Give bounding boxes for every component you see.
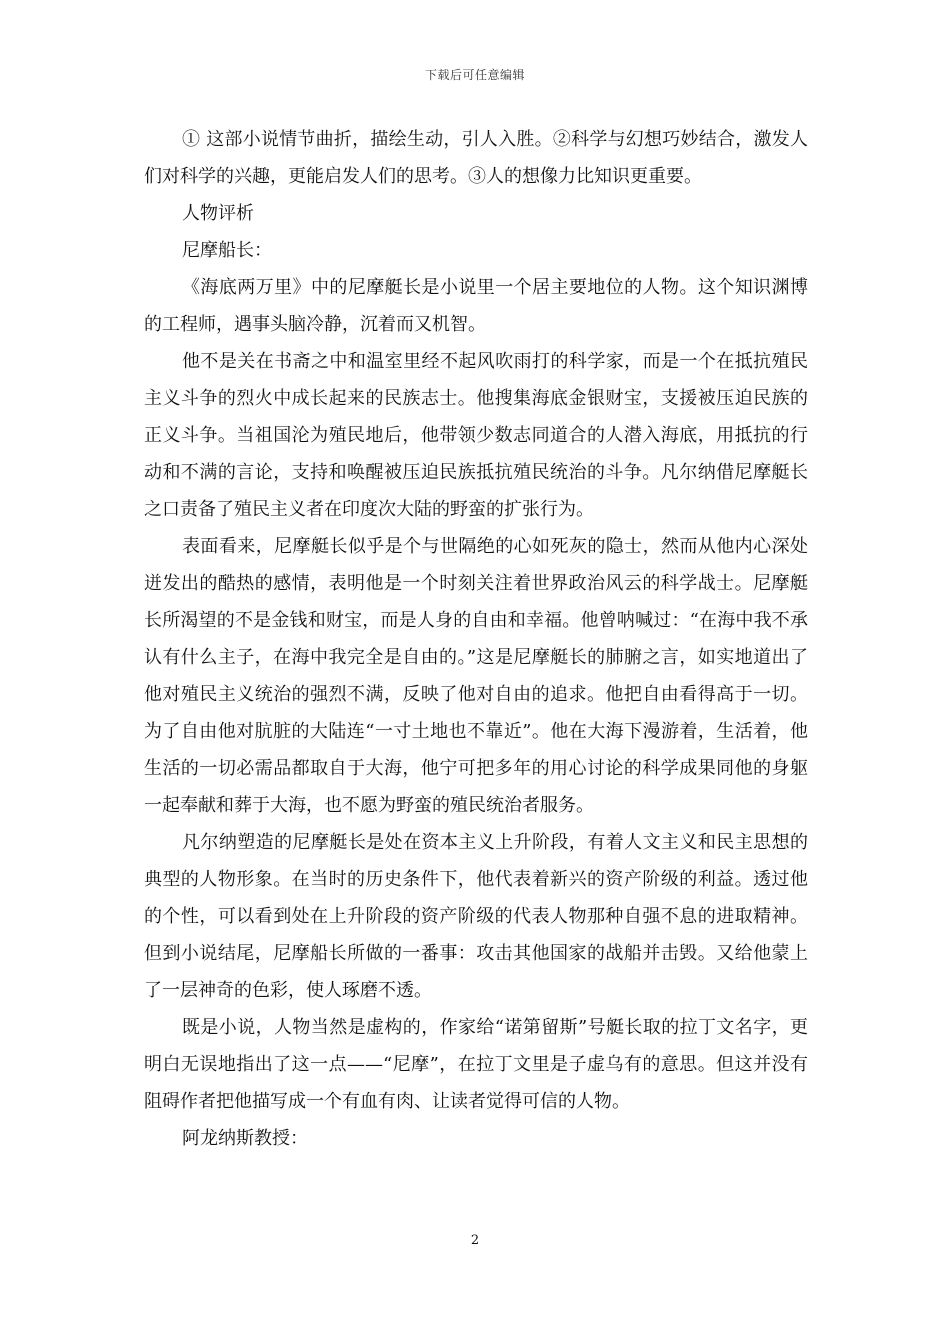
page-number: 2 xyxy=(470,1233,480,1248)
paragraph-nemo-freedom: 表面看来，尼摩艇长似乎是个与世隔绝的心如死灰的隐士，然而从他内心深处迸发出的酷热的感情，表明他是一个时刻关注着世界政治风云的科学战士。尼摩艇长所渴望的不是金钱和财宝，而是人身的自由和幸福。他曾呐喊过：“在海中我不承认有什么主子，在海中我完全是自由的。”这是尼摩艇长的肺腑之言，如实地道出了他对殖民主义统治的强烈不满，反映了他对自由的追求。他把自由看得高于一切。为了自由他对肮脏的大陆连“一寸土地也不靠近”。他在大海下漫游着，生活着，他生活的一切必需品都取自于大海，他宁可把多年的用心讨论的科学成果同他的身躯一起奉献和葬于大海，也不愿为野蛮的殖民统治者服务。 xyxy=(144,536,808,816)
page-header: 下载后可任意编辑 xyxy=(424,68,525,82)
paragraph-nemo-bourgeois: 凡尔纳塑造的尼摩艇长是处在资本主义上升阶段，有着人文主义和民主思想的典型的人物形象。在当时的历史条件下，他代表着新兴的资产阶级的利益。透过他的个性，可以看到处在上升阶段的资产阶级的代表人物那种自强不息的进取精神。但到小说结尾，尼摩船长所做的一番事：攻击其他国家的战船并击毁。又给他蒙上了一层神奇的色彩，使人琢磨不透。 xyxy=(144,832,808,1001)
document-body xyxy=(144,121,808,1157)
paragraph-nemo-name: 既是小说，人物当然是虚构的，作家给“诺第留斯”号艇长取的拉丁文名字，更明白无误地指出了这一点——“尼摩”，在拉丁文里是子虚乌有的意思。但这并没有阻碍作者把他描写成一个有血有肉、让读者觉得可信的人物。 xyxy=(144,1017,808,1112)
paragraph-summary: ① 这部小说情节曲折，描绘生动，引人入胜。②科学与幻想巧妙结合，激发人们对科学的兴趣，更能启发人们的思考。③人的想像力比知识更重要。 xyxy=(144,129,808,187)
paragraph-nemo-intro: 《海底两万里》中的尼摩艇长是小说里一个居主要地位的人物。这个知识渊博的工程师，遇事头脑冷静，沉着而又机智。 xyxy=(144,277,808,335)
paragraph-nemo-patriot: 他不是关在书斋之中和温室里经不起风吹雨打的科学家，而是一个在抵抗殖民主义斗争的烈火中成长起来的民族志士。他搜集海底金银财宝，支援被压迫民族的正义斗争。当祖国沦为殖民地后，他带领少数志同道合的人潜入海底，用抵抗的行动和不满的言论，支持和唤醒被压迫民族抵抗殖民统治的斗争。凡尔纳借尼摩艇长之口责备了殖民主义者在印度次大陆的野蛮的扩张行为。 xyxy=(144,351,808,520)
section-heading-character-analysis: 人物评析 xyxy=(182,203,254,224)
subheading-captain-nemo: 尼摩船长： xyxy=(182,240,272,261)
subheading-professor-aronnax: 阿龙纳斯教授： xyxy=(182,1128,308,1149)
